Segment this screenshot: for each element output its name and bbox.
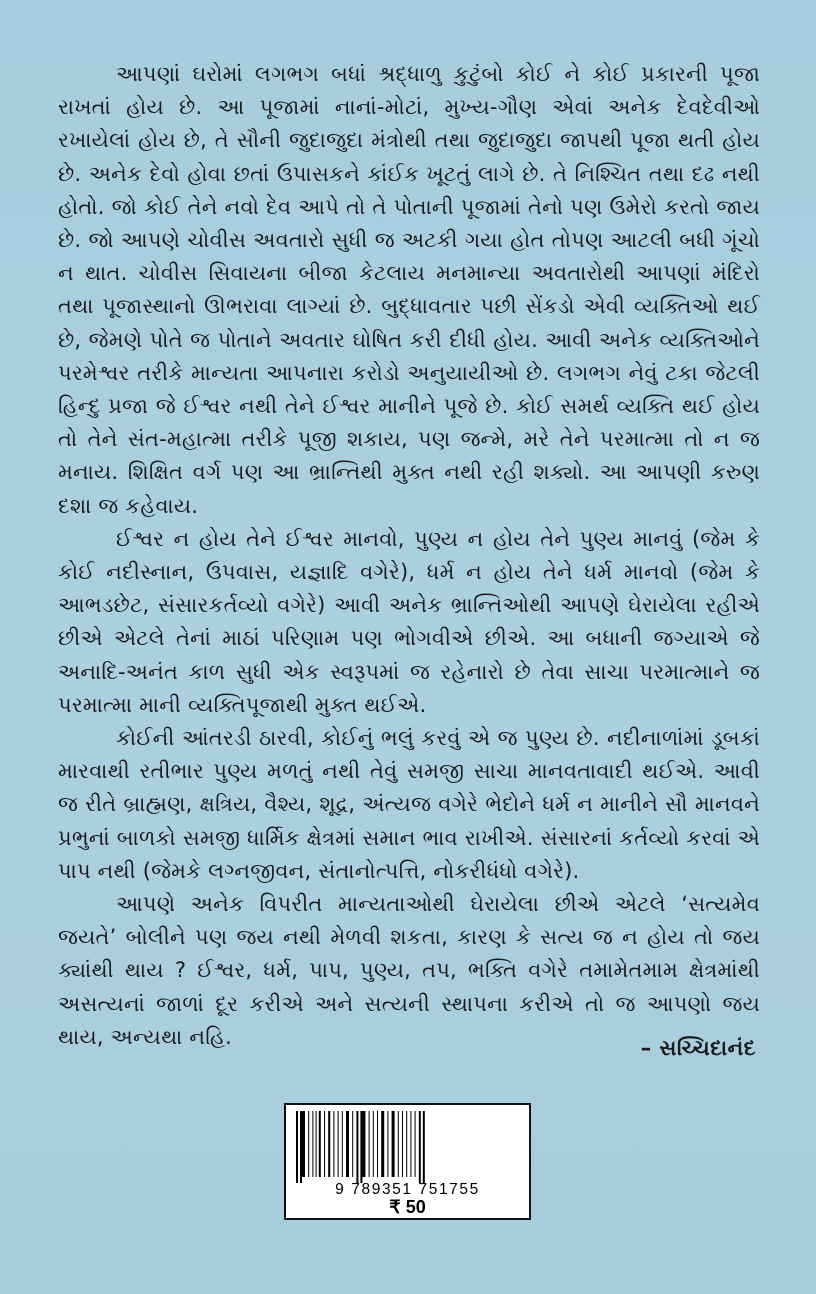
blurb-text — [58, 58, 760, 1054]
barcode-bar — [333, 1111, 334, 1177]
barcode-bar — [406, 1111, 407, 1177]
barcode-bar — [402, 1111, 403, 1177]
barcode-bar — [308, 1111, 309, 1177]
isbn-number: 9 789351 751755 — [335, 1181, 480, 1198]
paragraph-2: ઈશ્વર ન હોય તેને ઈશ્વર માનવો, પુણ્ય ન હોય તેને પુણ્ય માનવું (જેમ કે કોઈ નદીસ્નાન, ઉપવાસ, યજ્ઞાદિ વગેરે), ધર્મ ન હોય તેને ધર્મ માનવો (જેમ કે આભડછેટ, સંસારકર્તવ્યો વગેરે) આવી અનેક ભ્રાન્તિઓથી આપણે ઘેરાયેલા રહીએ છીએ એટલે તેનાં માઠાં પરિણામ પણ ભોગવીએ છીએ. આ બધાની જગ્યાએ જે અનાદિ-અનંત કાળ સુધી એક સ્વરૂપમાં જ રહેનારો છે તેવા સાચા પરમાત્માને જ પરમાત્મા માની વ્યક્તિપૂજાથી મુક્ત થઈએ. — [58, 526, 760, 717]
barcode-label — [284, 1103, 531, 1220]
barcode-guard-bar — [356, 1111, 358, 1183]
paragraph-4: આપણે અનેક વિપરીત માન્યતાઓથી ઘેરાયેલા છીએ એટલે ‘સત્યમેવ જયતે’ બોલીને પણ જય નથી મેળવી શકતા, કારણ કે સત્ય જ ન હોય તો જય ક્યાંથી થાય ? ઈશ્વર, ધર્મ, પાપ, પુણ્ય, તપ, ભક્તિ વગેરે તમામેતમામ ક્ષેત્રમાંથી અસત્યનાં જાળાં દૂર કરીએ અને સત્યની સ્થાપના કરીએ તો જ આપણો જય થાય, અન્યથા નહિ. — [58, 892, 760, 1049]
barcode-bar — [398, 1111, 399, 1177]
barcode-guard-bar — [360, 1111, 362, 1183]
barcode-bar — [342, 1111, 343, 1177]
barcode-bar — [338, 1111, 339, 1177]
barcode-bar — [381, 1111, 384, 1177]
barcode-guard-bar — [296, 1111, 298, 1183]
barcode-bar — [415, 1111, 416, 1177]
barcode-bar — [410, 1111, 411, 1177]
barcode-bar — [352, 1111, 353, 1177]
barcode-guard-bar — [300, 1111, 302, 1183]
barcode-bar — [302, 1111, 305, 1177]
price-label: ₹ 50 — [389, 1197, 426, 1217]
author-signature: – સચ્ચિદાનંદ — [640, 1036, 756, 1060]
barcode-bar — [346, 1111, 349, 1177]
barcode-guard-bar — [419, 1111, 421, 1183]
paragraph-1: આપણાં ઘરોમાં લગભગ બધાં શ્રદ્ધાળુ કુટુંબો કોઈ ને કોઈ પ્રકારની પૂજા રાખતાં હોય છે. આ પૂજામાં નાનાં-મોટાં, મુખ્ય-ગૌણ એવાં અનેક દેવદેવીઓ રખાયેલાં હોય છે, તે સૌની જુદાજુદા મંત્રોથી તથા જુદાજુદા જાપથી પૂજા થતી હોય છે. અનેક દેવો હોવા છતાં ઉપાસકને કાંઈક ખૂટતું લાગે છે. તે નિશ્ચિત તથા દઢ નથી હોતો. જો કોઈ તેને નવો દેવ આપે તો તે પોતાની પૂજામાં તેનો પણ ઉમેરો કરતો જાય છે. જો આપણે ચોવીસ અવતારો સુધી જ અટકી ગયા હોત તોપણ આટલી બધી ગૂંચો ન થાત. ચોવીસ સિવાયના બીજા કેટલાય મનમાન્યા અવતારોથી આપણાં મંદિરો તથા પૂજાસ્થાનો ઊભરાવા લાગ્યાં છે. બુદ્ધાવતાર પછી સેંકડો એવી વ્યક્તિઓ થઈ છે, જેમણે પોતે જ પોતાને અવતાર ઘોષિત કરી દીધી હોય. આવી અનેક વ્યક્તિઓને પરમેશ્વર તરીકે માન્યતા આપનારા કરોડો અનુયાયીઓ છે. લગભગ નેવું ટકા જેટલી હિન્દુ પ્રજા જે ઈશ્વર નથી તેને ઈશ્વર માનીને પૂજે છે. કોઈ સમર્થ વ્યક્તિ થઈ હોય તો તેને સંત-મહાત્મા તરીકે પૂજી શકાય, પણ જન્મે, મરે તેને પરમાત્મા તો ન જ મનાય. શિક્ષિત વર્ગ પણ આ ભ્રાન્તિથી મુક્ત નથી રહી શક્યો. આ આપણી કરુણ દશા જ કહેવાય. — [58, 62, 760, 518]
barcode-guard-bar — [423, 1111, 425, 1183]
barcode-bars — [292, 1111, 523, 1183]
barcode-bar — [324, 1111, 325, 1177]
barcode-bar — [373, 1111, 374, 1177]
barcode-bar — [328, 1111, 330, 1177]
barcode-bar — [392, 1111, 395, 1177]
barcode-bar — [377, 1111, 378, 1177]
barcode-bar — [319, 1111, 321, 1177]
barcode-bar — [369, 1111, 370, 1177]
barcode-bar — [316, 1111, 317, 1177]
barcode-bar — [312, 1111, 313, 1177]
barcode-bar — [387, 1111, 388, 1177]
barcode-bar — [362, 1111, 365, 1177]
paragraph-3: કોઈની આંતરડી ઠારવી, કોઈનું ભલું કરવું એ જ પુણ્ય છે. નદીનાળાંમાં ડૂબકાં મારવાથી રતીભાર પુણ્ય મળતું નથી તેવું સમજી સાચા માનવતાવાદી થઈએ. આવી જ રીતે બ્રાહ્મણ, ક્ષત્રિય, વૈશ્ય, શૂદ્ર, અંત્યજ વગેરે ભેદોને ધર્મ ન માનીને સૌ માનવને પ્રભુનાં બાળકો સમજી ધાર્મિક ક્ષેત્રમાં સમાન ભાવ રાખીએ. સંસારનાં કર્તવ્યો કરવાં એ પાપ નથી (જેમકે લગ્નજીવન, સંતાનોત્પત્તિ, નોકરીધંધો વગેરે). — [58, 726, 760, 883]
